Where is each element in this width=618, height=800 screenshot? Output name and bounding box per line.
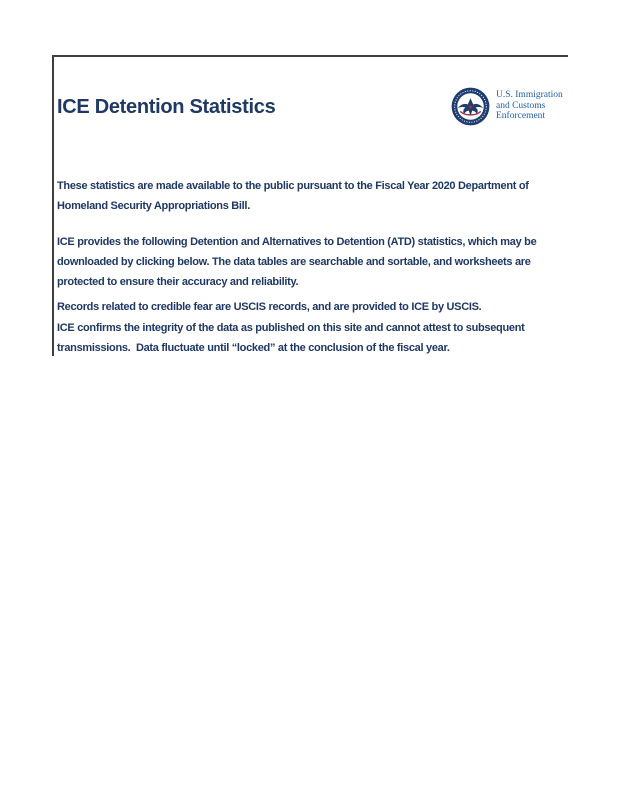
paragraph-provides [57, 232, 536, 292]
paragraph-line: ICE provides the following Detention and Alternatives to Detention (ATD) statistics, which may be [57, 236, 537, 248]
paragraph-line: Homeland Security Appropriations Bill. [57, 200, 250, 212]
agency-name-line-2: and Customs [496, 100, 546, 111]
agency-name-line-3: Enforcement [496, 111, 546, 121]
ice-agency-logo [451, 87, 563, 126]
agency-name-line-1: U.S. Immigration [496, 90, 563, 100]
left-border-rule [52, 55, 54, 356]
paragraph-line: ICE confirms the integrity of the data as published on this site and cannot attest to subsequent [57, 322, 525, 334]
page-title: ICE Detention Statistics [57, 96, 276, 118]
dhs-seal-icon [451, 87, 490, 126]
paragraph-line: transmissions. Data fluctuate until “locked” at the conclusion of the fiscal year. [57, 342, 450, 354]
paragraph-intro [57, 176, 529, 216]
paragraph-line: protected to ensure their accuracy and reliability. [57, 276, 299, 288]
paragraph-line: Records related to credible fear are USCIS records, and are provided to ICE by USCIS. [57, 301, 482, 313]
top-border-rule [52, 55, 568, 57]
paragraph-line: These statistics are made available to the public pursuant to the Fiscal Year 2020 Department of [57, 180, 529, 192]
paragraph-line: downloaded by clicking below. The data tables are searchable and sortable, and worksheets are [57, 256, 531, 268]
paragraph-integrity [57, 318, 524, 358]
agency-name [496, 87, 563, 122]
paragraph-credible-fear [57, 297, 481, 317]
